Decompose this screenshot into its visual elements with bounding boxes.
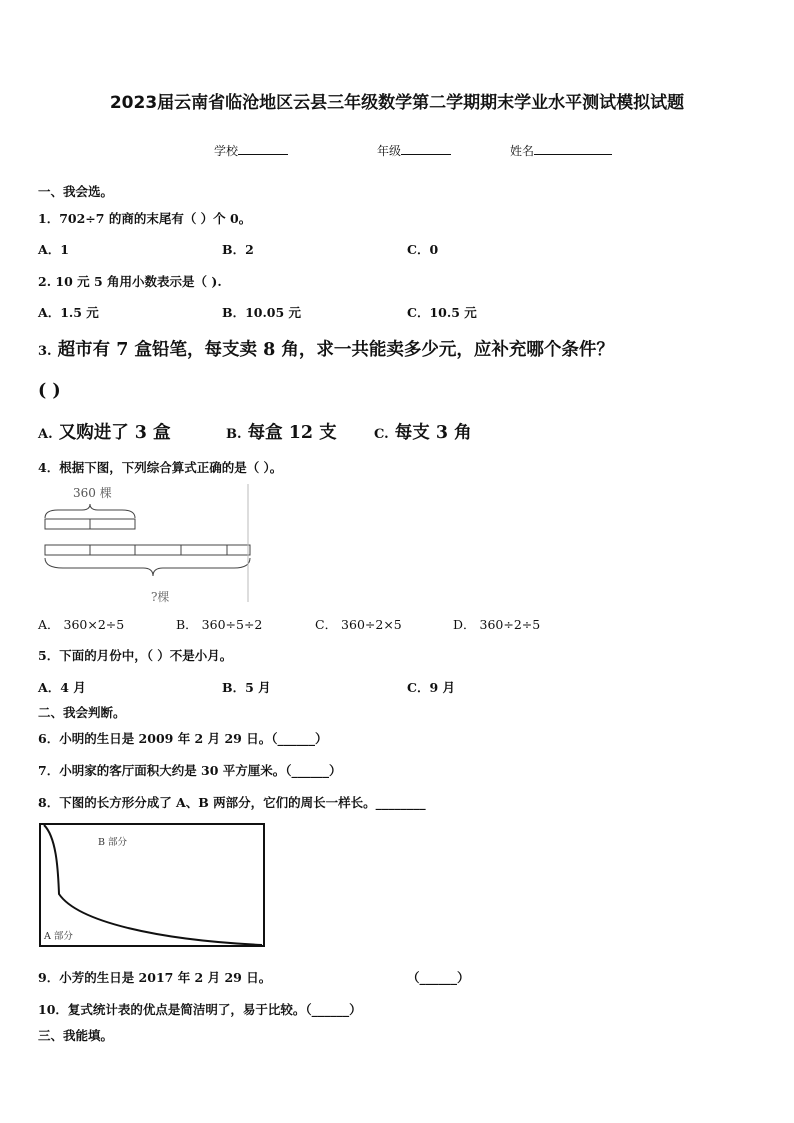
q3-option-a-text: 又购进了 3 盒 <box>58 423 171 443</box>
q3-option-c-label: C. <box>374 427 389 442</box>
q3-option-c-text: 每支 3 角 <box>394 423 472 443</box>
q8-label-a: A 部分 <box>44 931 73 942</box>
q4-text: 4．根据下图，下列综合算式正确的是（ ）。 <box>38 460 283 475</box>
q3-text: 超市有 7 盒铅笔，每支卖 8 角，求一共能卖多少元，应补充哪个条件？ <box>57 340 614 360</box>
q1-text: 1．702÷7 的商的末尾有（ ）个 0。 <box>38 211 252 226</box>
q1-option-b[interactable]: B．2 <box>222 242 254 257</box>
q4-option-b[interactable]: B． 360÷5÷2 <box>176 617 263 632</box>
q8-rectangle-figure <box>38 822 268 948</box>
q5-option-c[interactable]: C．9 月 <box>407 680 455 695</box>
q3-option-b[interactable] <box>226 419 337 444</box>
q3-paren: ( ) <box>38 381 61 401</box>
name-label: 姓名 <box>510 144 535 158</box>
q5-option-a[interactable]: A．4 月 <box>38 680 86 695</box>
page-title: 2023届云南省临沧地区云县三年级数学第二学期期末学业水平测试模拟试题 <box>109 93 685 113</box>
grade-label: 年级 <box>377 144 402 158</box>
q8-rectangle <box>40 824 264 946</box>
section2-heading: 二、我会判断。 <box>38 705 126 720</box>
q3-option-a[interactable] <box>38 419 171 444</box>
q4-figure-bottom-label: ?棵 <box>151 590 170 604</box>
q2-option-b[interactable]: B．10.05 元 <box>222 305 302 320</box>
q5-text: 5．下面的月份中，（ ）不是小月。 <box>38 648 233 663</box>
section3-heading: 三、我能填。 <box>38 1028 114 1043</box>
q3-option-b-label: B. <box>226 427 242 442</box>
q1-option-a[interactable]: A．1 <box>38 242 69 257</box>
q9-text: 9．小芳的生日是 2017 年 2 月 29 日。 <box>38 970 272 985</box>
school-blank[interactable] <box>238 142 288 155</box>
q4-option-d[interactable]: D． 360÷2÷5 <box>453 617 541 632</box>
name-field <box>510 142 612 159</box>
name-blank[interactable] <box>534 142 612 155</box>
q4-segment-diagram <box>38 482 253 606</box>
q6-text: 6．小明的生日是 2009 年 2 月 29 日。（______） <box>38 731 328 746</box>
school-label: 学校 <box>214 144 239 158</box>
q3-option-c[interactable] <box>374 419 472 444</box>
q2-option-a[interactable]: A．1.5 元 <box>38 305 99 320</box>
q2-text: 2. 10 元 5 角用小数表示是（ ). <box>38 274 222 289</box>
q3-option-b-text: 每盒 12 支 <box>247 423 337 443</box>
q3-option-a-label: A. <box>38 427 53 442</box>
q4-top-brace <box>45 504 135 518</box>
q4-option-c[interactable]: C． 360÷2×5 <box>315 617 402 632</box>
q4-figure-top-label: 360 棵 <box>73 486 112 500</box>
q4-bottom-brace <box>45 558 250 576</box>
q9-blank[interactable]: （______） <box>407 970 470 985</box>
q3-number: 3. <box>38 344 52 359</box>
q10-text: 10．复式统计表的优点是简洁明了，易于比较。（______） <box>38 1002 362 1017</box>
q7-text: 7．小明家的客厅面积大约是 30 平方厘米。（______） <box>38 763 342 778</box>
q8-text: 8．下图的长方形分成了 A、B 两部分，它们的周长一样长。________ <box>38 795 426 810</box>
q5-option-b[interactable]: B．5 月 <box>222 680 271 695</box>
q2-option-c[interactable]: C．10.5 元 <box>407 305 477 320</box>
grade-blank[interactable] <box>401 142 451 155</box>
q8-label-b: B 部分 <box>98 837 128 848</box>
q1-option-c[interactable]: C．0 <box>407 242 439 257</box>
section1-heading: 一、我会选。 <box>38 184 114 199</box>
grade-field <box>377 142 451 159</box>
q3-line <box>38 336 614 361</box>
school-field <box>214 142 288 159</box>
q4-option-a[interactable]: A． 360×2÷5 <box>38 617 125 632</box>
q4-bottom-bar <box>45 545 250 555</box>
